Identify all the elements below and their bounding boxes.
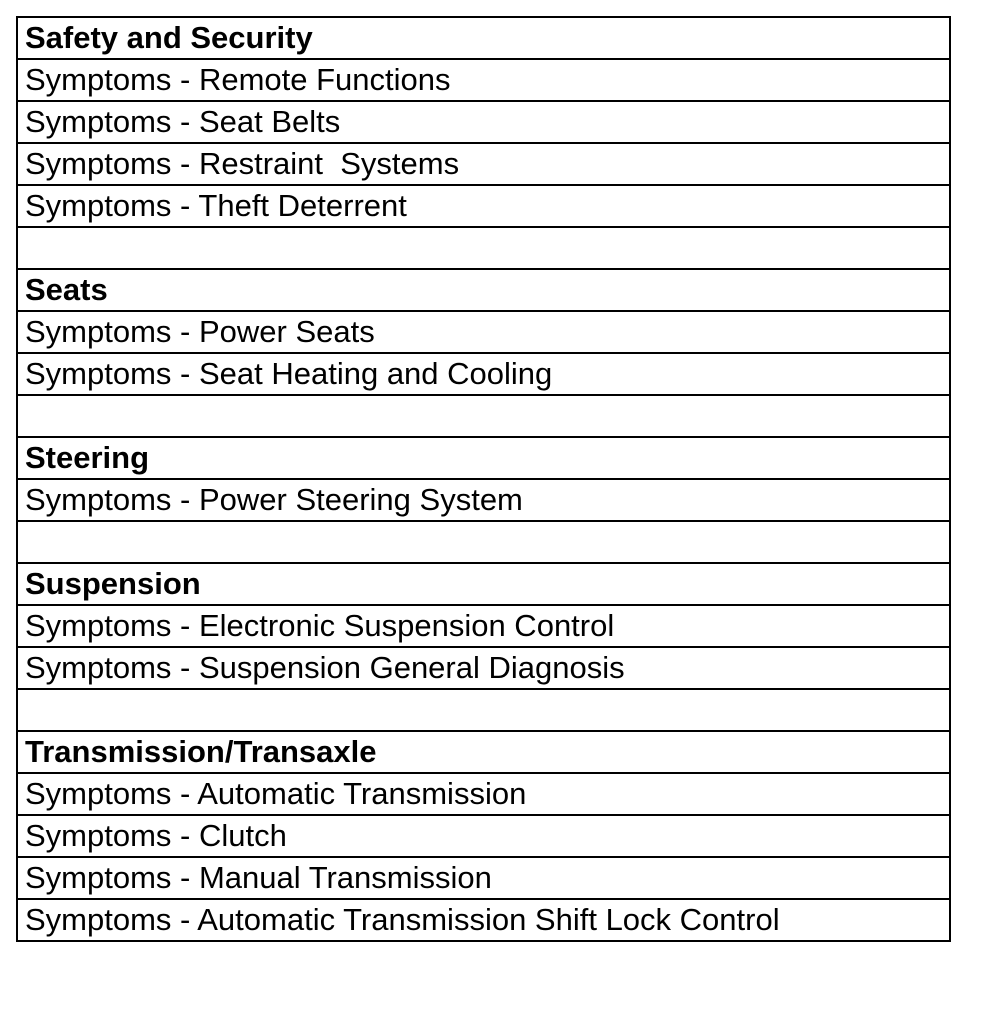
section-heading-cell: Transmission/Transaxle bbox=[17, 731, 950, 773]
symptom-link-cell[interactable]: Symptoms - Power Steering System bbox=[17, 479, 950, 521]
symptom-row bbox=[17, 143, 950, 185]
blank-row bbox=[17, 395, 950, 437]
section-heading-row bbox=[17, 437, 950, 479]
blank-cell bbox=[17, 227, 950, 269]
section-heading-row bbox=[17, 17, 950, 59]
section-heading-row bbox=[17, 563, 950, 605]
symptoms-index-body bbox=[17, 17, 950, 941]
section-heading-row bbox=[17, 269, 950, 311]
symptom-link-cell[interactable]: Symptoms - Suspension General Diagnosis bbox=[17, 647, 950, 689]
symptom-row bbox=[17, 773, 950, 815]
blank-row bbox=[17, 521, 950, 563]
blank-row bbox=[17, 227, 950, 269]
section-heading-cell: Steering bbox=[17, 437, 950, 479]
symptom-link-cell[interactable]: Symptoms - Theft Deterrent bbox=[17, 185, 950, 227]
blank-cell bbox=[17, 521, 950, 563]
symptom-link-cell[interactable]: Symptoms - Clutch bbox=[17, 815, 950, 857]
section-heading-cell: Safety and Security bbox=[17, 17, 950, 59]
symptom-row bbox=[17, 185, 950, 227]
symptom-row bbox=[17, 479, 950, 521]
symptom-link-cell[interactable]: Symptoms - Seat Belts bbox=[17, 101, 950, 143]
symptom-row bbox=[17, 815, 950, 857]
symptom-link-cell[interactable]: Symptoms - Manual Transmission bbox=[17, 857, 950, 899]
symptom-link-cell[interactable]: Symptoms - Automatic Transmission Shift Lock Control bbox=[17, 899, 950, 941]
symptom-row bbox=[17, 647, 950, 689]
section-heading-row bbox=[17, 731, 950, 773]
symptom-row bbox=[17, 353, 950, 395]
blank-row bbox=[17, 689, 950, 731]
symptom-link-cell[interactable]: Symptoms - Power Seats bbox=[17, 311, 950, 353]
symptom-link-cell[interactable]: Symptoms - Electronic Suspension Control bbox=[17, 605, 950, 647]
section-heading-cell: Seats bbox=[17, 269, 950, 311]
symptom-row bbox=[17, 311, 950, 353]
symptom-link-cell[interactable]: Symptoms - Remote Functions bbox=[17, 59, 950, 101]
blank-cell bbox=[17, 395, 950, 437]
symptom-row bbox=[17, 605, 950, 647]
symptoms-index-table bbox=[16, 16, 951, 942]
symptom-row bbox=[17, 59, 950, 101]
symptom-row bbox=[17, 857, 950, 899]
symptom-link-cell[interactable]: Symptoms - Restraint Systems bbox=[17, 143, 950, 185]
symptom-row bbox=[17, 101, 950, 143]
symptom-link-cell[interactable]: Symptoms - Seat Heating and Cooling bbox=[17, 353, 950, 395]
section-heading-cell: Suspension bbox=[17, 563, 950, 605]
symptom-link-cell[interactable]: Symptoms - Automatic Transmission bbox=[17, 773, 950, 815]
blank-cell bbox=[17, 689, 950, 731]
symptom-row bbox=[17, 899, 950, 941]
